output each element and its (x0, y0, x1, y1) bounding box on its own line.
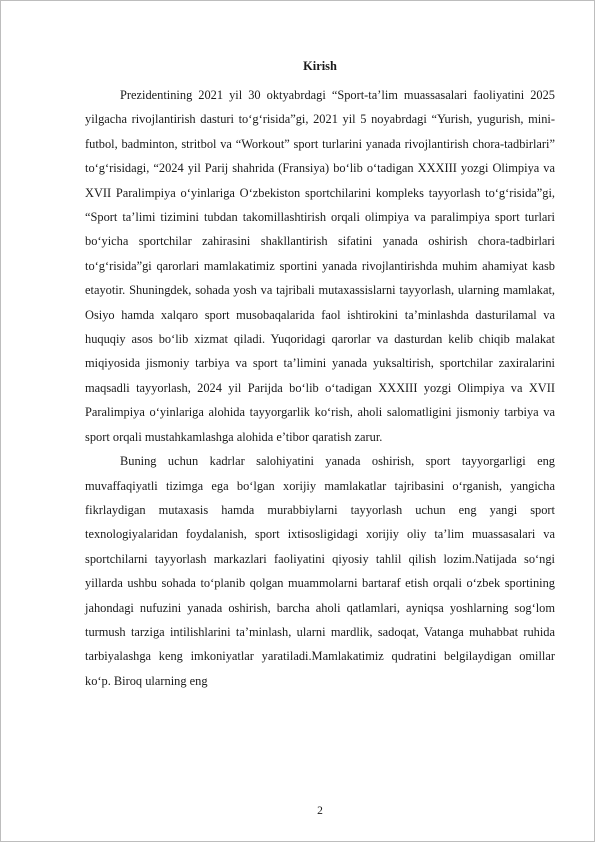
section-heading: Kirish (303, 59, 337, 73)
paragraph-2: Buning uchun kadrlar salohiyatini yanada oshirish, sport tayyorgarligi eng muvaffaqiyatli tizimga ega bo‘lgan xorijiy mamlakatlar tajribasini o‘rganish, yangicha fikrlaydigan mutaxasis hamda murabbiylarni tayyorlash uchun eng yangi sport texnologiyalaridan foydalanish, sport ixtisosligidagi xorijiy oliy ta’lim muassasalari va sportchilarni tayyorlash markazlari faoliyatini qiyosiy tahlil qilish lozim.Natijada so‘ngi yillarda ushbu sohada to‘planib qolgan muammolarni bartaraf etish orqali o‘zbek sportining jahondagi nufuzini yanada oshirish, barcha aholi qatlamlari, ayniqsa yoshlarning sog‘lom turmush tarziga intilishlarini ta’minlash, ularni mardlik, sadoqat, Vatanga muhabbat ruhida tarbiyalashga keng imkoniyatlar yaratiladi.Mamlakatimiz qudratini belgilaydigan omillar ko‘p. Biroq ularning eng (85, 454, 555, 688)
body-text (85, 83, 555, 693)
paragraph-1: Prezidentining 2021 yil 30 oktyabrdagi “Sport-ta’lim muassasalari faoliyatini 2025 yilgacha rivojlantirish dasturi to‘g‘risida”gi, 2021 yil 5 noyabrdagi “Yurish, yugurish, mini-futbol, badminton, stritbol va “Workout” sport turlarini yanada rivojlantirish chora-tadbirlari” to‘g‘risidagi, “2024 yil Parij shahrida (Fransiya) bo‘lib o‘tadigan XXXIII yozgi Olimpiya va XVII Paralimpiya o‘yinlariga O‘zbekiston sportchilarini kompleks tayyorlash to‘g‘risida”gi, “Sport ta’limi tizimini tubdan takomillashtirish orqali olimpiya va paralimpiya sport turlari bo‘yicha sportchilar zahirasini shakllantirish sifatini yanada oshirish chora-tadbirlari to‘g‘risida”gi qarorlari mamlakatimiz sportini yanada rivojlantirishda muhim ahamiyat kasb etayotir. Shuningdek, sohada yosh va tajribali mutaxassislarni tayyorlash, ularning mamlakat, Osiyo hamda xalqaro sport musobaqalarida faol ishtirokini ta’minlashda dasturilamal va huquqiy asos bo‘lib xizmat qiladi. Yuqoridagi qarorlar va dasturdan kelib chiqib malakat miqiyosida jismoniy tarbiya va sport ta’limini yanada yuksaltirish, sportchilar zaxiralarini maqsadli tayyorlash, 2024 yil Parijda bo‘lib o‘tadigan XXXIII yozgi Olimpiya va XVII Paralimpiya o‘yinlariga alohida tayyorgarlik ko‘rish, aholi salomatligini jismoniy tarbiya va sport orqali mustahkamlashga alohida e’tibor qaratish zarur. (85, 88, 555, 444)
page-number: 2 (317, 805, 323, 817)
